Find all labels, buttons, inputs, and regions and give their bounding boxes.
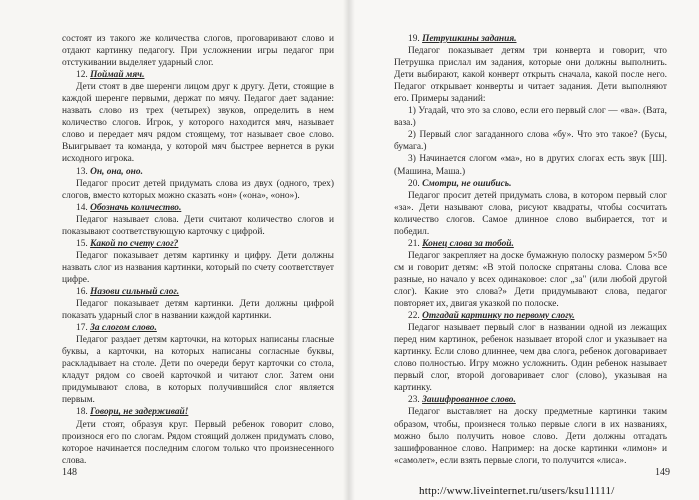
paragraph: Педагог просит детей придумать слова, в котором первый слог «за». Дети называют слова, рисуют квадраты, чтобы сосчитать количество слогов. Самое длинное слово выбирается, тот и победил. [394,190,667,237]
right-page-text [394,33,667,467]
right-page [349,0,699,500]
paragraph: Дети стоят в две шеренги лицом друг к другу. Дети, стоящие в каждой шеренге первыми, держат по мячу. Педагог дает задание: назвать слово из трех (четырех) звуков, определить в нем количество слогов. Игрок, у которого находится мяч, называет слово и передает мяч рядом стоящему, тот называет свое слово. Выигрывает та команда, у которой мяч быстрее вернется в руки исходного игрока. [62,82,334,165]
game-number: 17. [76,323,88,334]
game-title: Отгадай картинку по первому слогу. [422,311,575,322]
game-heading [394,394,667,406]
paragraph: Педагог просит детей придумать слова из двух (одного, трех) слогов, вместо которых можно сказать «он» («она», «оно»). [62,178,334,201]
game-title: Какой по счету слог? [90,238,179,249]
paragraph: Педагог показывает детям три конверта и говорит, что Петрушка прислал им задания, которые они должны выполнить. Дети выбирают, какой конверт открыть сначала, какой после него. Педагог открывает конверты и читает задания. Дети выполняют его. Примеры заданий: [394,46,667,105]
game-title: Он, она, оно. [90,166,143,177]
book-gutter [343,0,355,500]
game-heading [394,310,667,322]
game-number: 21. [408,238,420,249]
game-title: За слогом слово. [90,323,157,334]
paragraph: 3) Начинается слогом «ма», но в других слогах есть звук [Ш]. (Машина, Маша.) [394,154,667,177]
game-number: 23. [408,395,420,406]
paragraph: Педагог показывает детям картинку и цифру. Дети должны назвать слог из названия картинки, который по счету соответствует цифре. [62,250,334,285]
game-number: 22. [408,311,420,322]
paragraph: Педагог раздает детям карточки, на которых написаны гласные буквы, а карточки, на которых написаны согласные буквы, раскладывает на столе. Дети по очереди берут карточки со стола, кладут рядом со своей карточкой и читают слог. Затем они придумывают слова, в которых получившийся слог является первым. [62,335,334,406]
paragraph: 1) Угадай, что это за слово, если его первый слог — «ва». (Вата, ваза.) [394,106,667,129]
game-heading [62,69,334,81]
game-heading [394,33,667,45]
game-heading [62,202,334,214]
game-title: Назови сильный слог. [90,286,180,297]
right-page-number: 149 [655,467,670,478]
left-page-number: 148 [62,467,77,478]
game-number: 18. [76,407,88,418]
game-number: 16. [76,286,88,297]
paragraph: Педагог показывает детям картинки. Дети должны цифрой показать ударный слог в названии каждой картинки. [62,299,334,322]
game-heading [394,238,667,250]
game-number: 13. [76,166,88,177]
paragraph: Педагог называет первый слог в названии одной из лежащих перед ним картинок, ребенок называет второй слог и указывает на картинку. Если слово длиннее, чем два слога, ребенок договаривает слово полностью. Игру можно усложнить. Один ребенок называет первый слог, второй договаривает слог (слово), указывая на картинку. [394,323,667,394]
game-number: 20. [408,178,420,189]
game-number: 14. [76,202,88,213]
paragraph: состоят из такого же количества слогов, проговаривают слово и отдают картинку педагогу. При усложнении игры педагог при отстукивании выделяет ударный слог. [62,34,334,69]
paragraph: Педагог закрепляет на доске бумажную полоску размером 5×50 см и говорит детям: «В этой полоске спрятаны слова. Слова все разные, но начало у всех одинаковое: слог „за" (или любой другой слог). Какие это слова?» Дети придумывают слова, педагог повторяет их, двигая указкой по полоске. [394,250,667,310]
game-heading [62,238,334,250]
game-heading [62,286,334,298]
watermark-url: http://www.liveinternet.ru/users/ksu11111/ [419,485,615,497]
game-heading [62,322,334,334]
paragraph: Педагог называет слова. Дети считают количество слогов и показывают соответствующую карточку с цифрой. [62,214,334,237]
game-heading [62,166,334,178]
game-title: Зашифрованное слово. [422,395,516,406]
left-page [0,0,349,500]
game-title: Петрушкины задания. [422,34,517,44]
game-title: Конец слова за тобой. [422,238,514,249]
game-title: Поймай мяч. [90,70,145,81]
game-title: Смотри, не ошибись. [422,178,512,189]
game-number: 19. [408,34,420,44]
game-title: Говори, не задерживай! [90,407,189,418]
left-page-text [62,33,334,467]
game-heading [62,406,334,418]
paragraph: Дети стоят, образуя круг. Первый ребенок говорит слово, произнося его по слогам. Рядом стоящий должен придумать слово, которое начинается последним слогом только что произнесенного слова. [62,419,334,466]
paragraph: 2) Первый слог загаданного слова «бу». Что это такое? (Бусы, бумага.) [394,130,667,153]
paragraph: Педагог выставляет на доску предметные картинки таким образом, чтобы, произнеся только первые слоги в их названиях, можно было получить новое слово. Дети должны отгадать зашифрованное слово. Например: на доске картинки «лимон» и «самолет», если взять первые слоги, то получится «лиса». [394,407,667,466]
game-number: 12. [76,70,88,81]
game-number: 15. [76,238,88,249]
game-title: Обозначь количество. [90,202,182,213]
game-heading [394,178,667,190]
